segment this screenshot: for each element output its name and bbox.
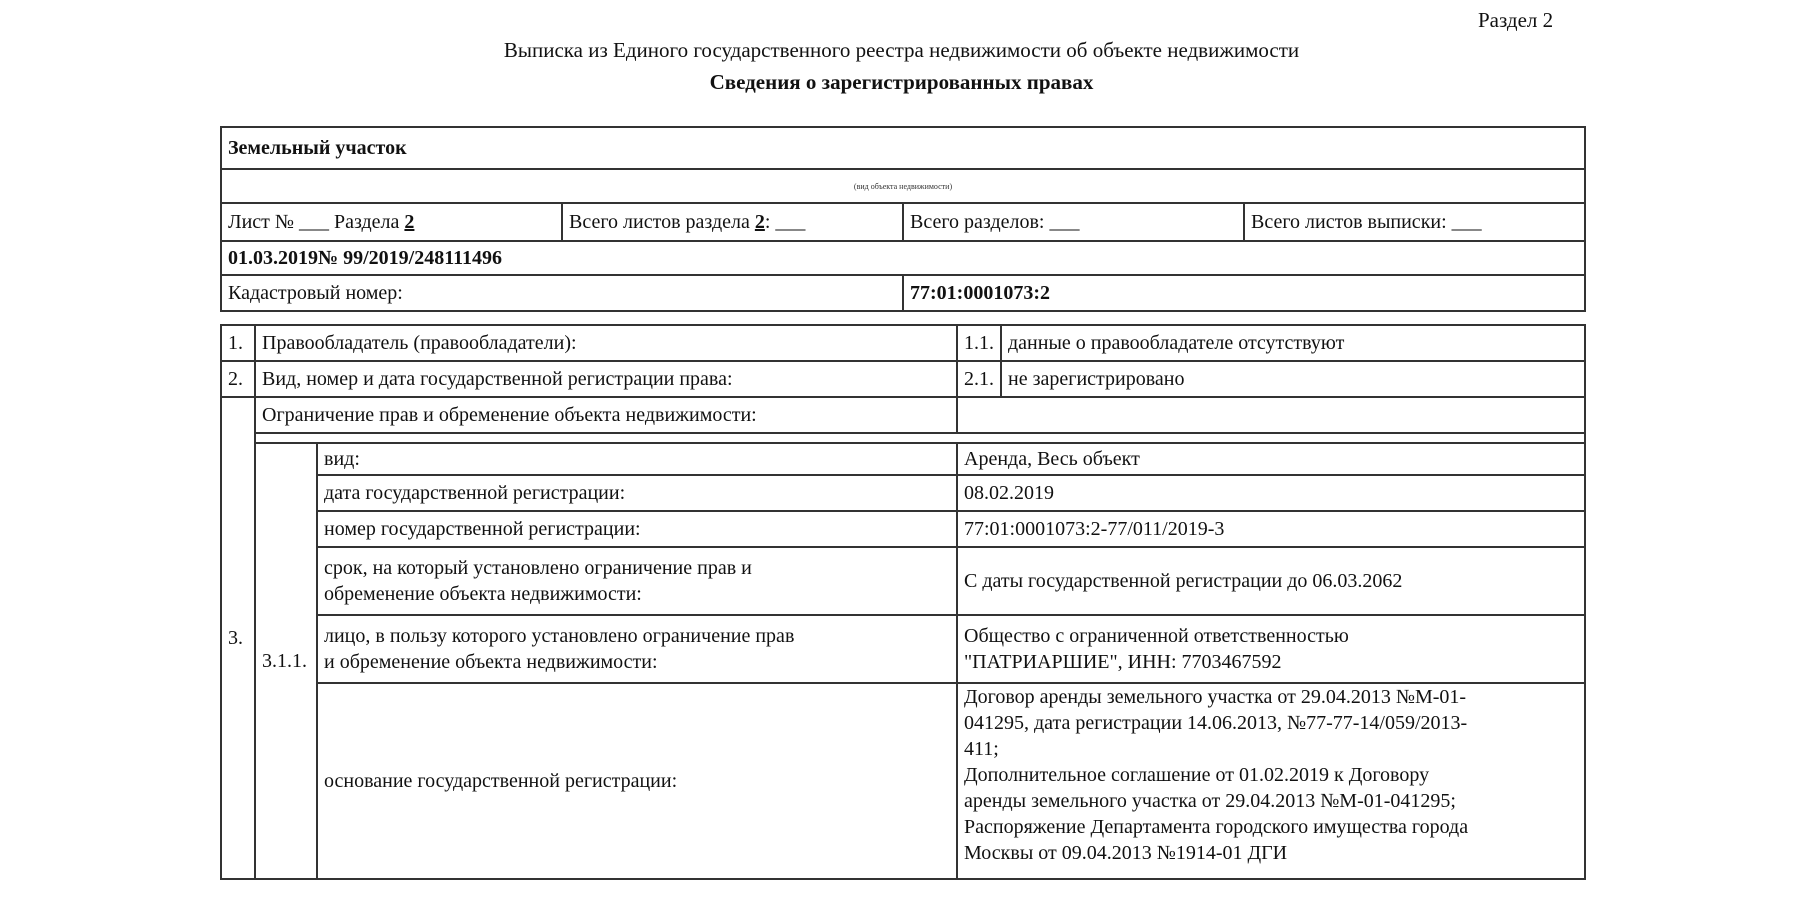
row-subnumber: 2.1. [957,361,1001,397]
registration-date-label: дата государственной регистрации: [317,475,957,511]
beneficiary-value-line-1: Общество с ограниченной ответственностью [964,625,1349,647]
basis-line: 411; [964,738,999,760]
term-label-line-2: обременение объекта недвижимости: [324,583,642,605]
cadastral-label: Кадастровый номер: [221,275,903,311]
registration-number-label: номер государственной регистрации: [317,511,957,547]
object-type-caption: (вид объекта недвижимости) [221,169,1585,203]
document-subtitle: Сведения о зарегистрированных правах [709,70,1094,94]
table-row [221,397,1585,433]
rights-table [220,324,1586,880]
sheet-number-cell [221,203,562,241]
beneficiary-value [957,615,1585,683]
cadastral-number: 77:01:0001073:2 [903,275,1585,311]
object-info-table [220,126,1586,312]
object-type: Земельный участок [221,127,1585,169]
registration-date-value: 08.02.2019 [957,475,1585,511]
row-number: 1. [221,325,255,361]
basis-line: Москвы от 09.04.2013 №1914-01 ДГИ [964,842,1288,864]
section-label: Раздел 2 [1478,8,1554,32]
table-row [221,547,1585,615]
encumbrance-type-label: вид: [317,443,957,475]
total-extract-sheets-cell: Всего листов выписки: ___ [1244,203,1585,241]
basis-line: аренды земельного участка от 29.04.2013 №М-01-041295; [964,790,1456,812]
table-row [221,683,1585,879]
encumbrance-label: Ограничение прав и обременение объекта недвижимости: [255,397,957,433]
basis-line: Распоряжение Департамента городского имущества города [964,816,1469,838]
extract-date-number: 01.03.2019№ 99/2019/248111496 [221,241,1585,275]
sheet-section-number: 2 [404,210,415,233]
basis-line: Договор аренды земельного участка от 29.04.2013 №М-01- [964,686,1467,708]
beneficiary-label-line-2: и обременение объекта недвижимости: [324,651,658,673]
document-title: Выписка из Единого государственного реестра недвижимости об объекте недвижимости [503,38,1300,62]
row-number: 2. [221,361,255,397]
rightholder-value: данные о правообладателе отсутствуют [1001,325,1585,361]
total-sheets-number: 2 [754,210,765,233]
total-sheets-label: Всего листов раздела [569,210,755,233]
basis-label: основание государственной регистрации: [317,683,957,879]
total-sheets-cell [562,203,903,241]
basis-value [957,683,1585,879]
term-label [317,547,957,615]
basis-line: 041295, дата регистрации 14.06.2013, №77-77-14/059/2013- [964,712,1468,734]
encumbrance-type-value: Аренда, Весь объект [957,443,1585,475]
table-row [221,325,1585,361]
sheet-number-label: Лист № ___ Раздела [228,210,405,233]
beneficiary-value-line-2: "ПАТРИАРШИЕ", ИНН: 7703467592 [964,651,1282,673]
encumbrance-gap [255,433,1585,443]
total-sections-cell: Всего разделов: ___ [903,203,1244,241]
table-row [221,615,1585,683]
term-value: С даты государственной регистрации до 06.03.2062 [957,547,1585,615]
registration-number-value: 77:01:0001073:2-77/011/2019-3 [957,511,1585,547]
table-row [221,361,1585,397]
encumbrance-subnumber: 3.1.1. [255,443,317,879]
encumbrance-empty-value [957,397,1585,433]
basis-line: Дополнительное соглашение от 01.02.2019 к Договору [964,764,1430,786]
term-label-line-1: срок, на который установлено ограничение прав и [324,557,752,579]
total-sheets-suffix: : ___ [764,210,806,233]
registration-value: не зарегистрировано [1001,361,1585,397]
table-row [221,475,1585,511]
table-row [221,511,1585,547]
registration-label: Вид, номер и дата государственной регистрации права: [255,361,957,397]
table-row [221,443,1585,475]
row-subnumber: 1.1. [957,325,1001,361]
row-number: 3. [221,397,255,879]
beneficiary-label-line-1: лицо, в пользу которого установлено ограничение прав [324,625,795,647]
rightholder-label: Правообладатель (правообладатели): [255,325,957,361]
table-row [221,433,1585,443]
beneficiary-label [317,615,957,683]
